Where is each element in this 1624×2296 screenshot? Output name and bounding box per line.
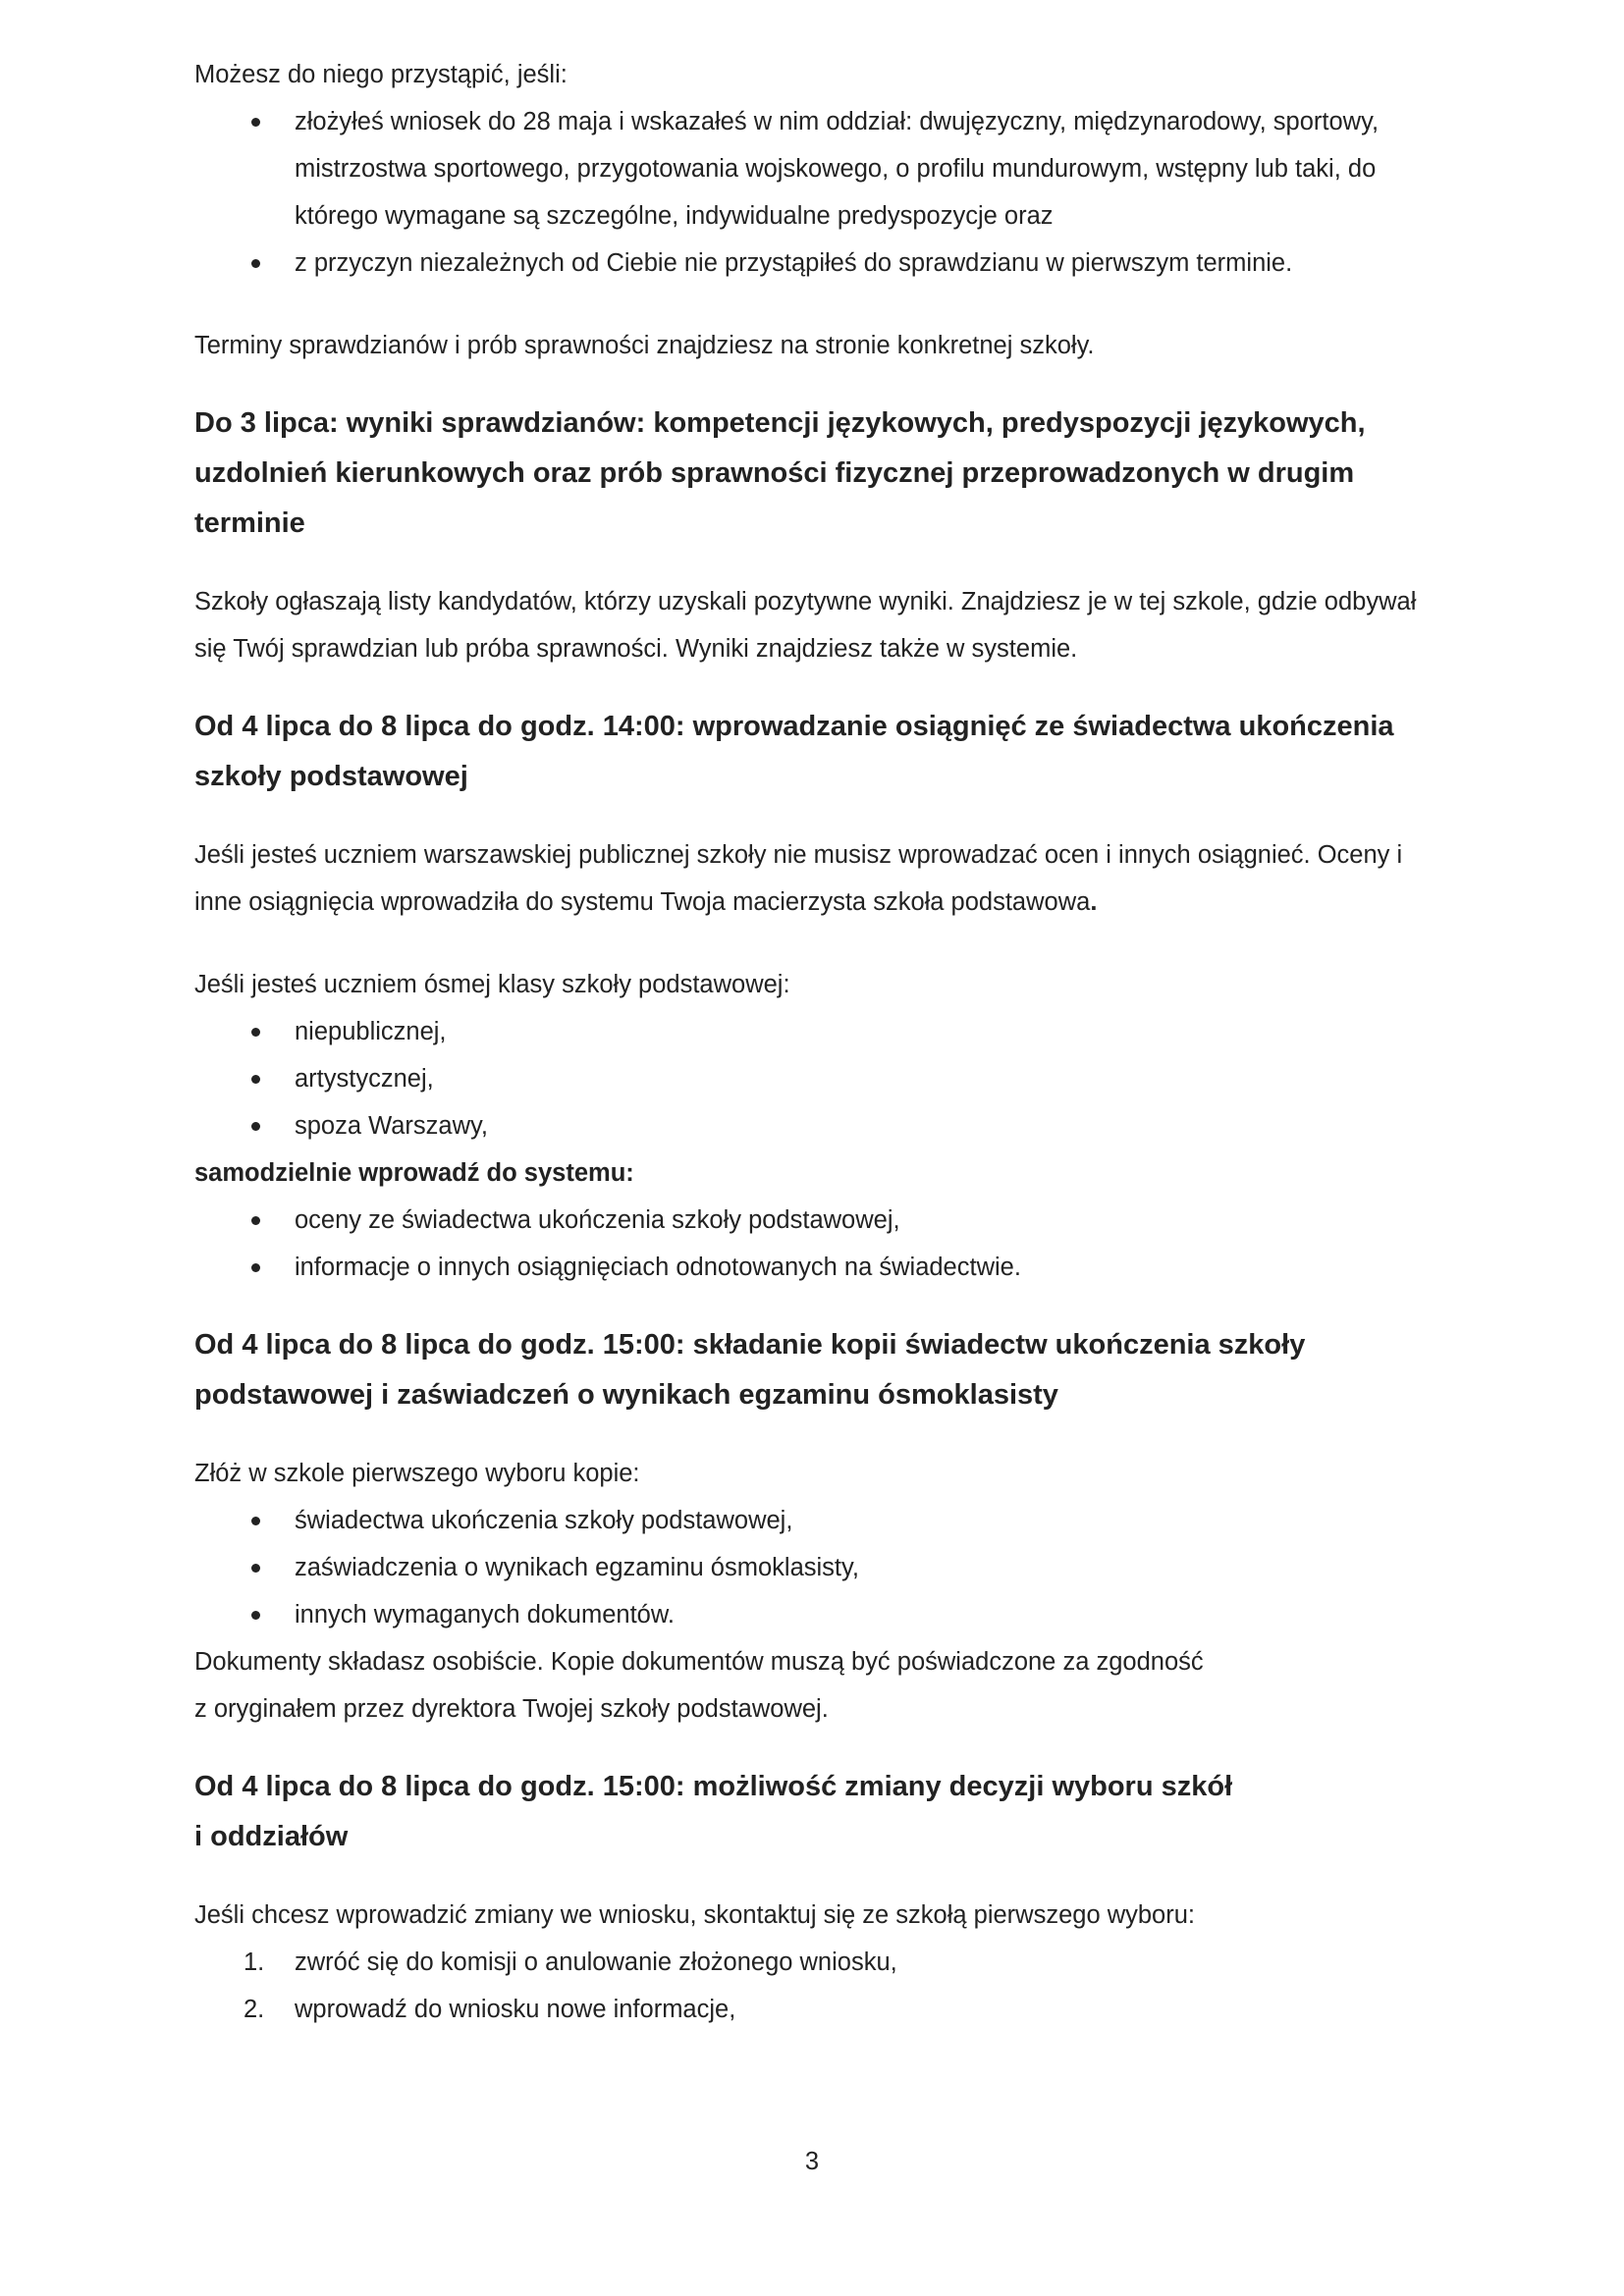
list-item: oceny ze świadectwa ukończenia szkoły podstawowej, [194,1197,1432,1244]
change-steps-list [194,1939,1432,2033]
step-number: 1. [244,1949,265,1976]
list-item: z przyczyn niezależnych od Ciebie nie przystąpiłeś do sprawdzianu w pierwszym terminie. [194,240,1432,287]
section-heading-achievements: Od 4 lipca do 8 lipca do godz. 14:00: wprowadzanie osiągnięć ze świadectwa ukończenia szkoły podstawowej [194,711,1394,792]
list-item: artystycznej, [194,1055,1432,1102]
heading-line: i oddziałów [194,1821,349,1852]
change-intro: Jeśli chcesz wprowadzić zmiany we wniosku, skontaktuj się ze szkołą pierwszego wyboru: [194,1901,1195,1929]
eligibility-intro: Możesz do niego przystąpić, jeśli: [194,61,568,88]
list-item: informacje o innych osiągnięciach odnotowanych na świadectwie. [194,1244,1432,1291]
self-entry-instruction: samodzielnie wprowadź do systemu: [194,1159,634,1187]
step-text: zwróć się do komisji o anulowanie złożonego wniosku, [295,1949,897,1976]
achievements-paragraph-end: . [1090,888,1098,916]
list-item [194,1939,1432,1986]
school-types-list [194,1008,1432,1149]
copies-intro: Złóż w szkole pierwszego wyboru kopie: [194,1460,640,1487]
section-heading-change [194,1762,1432,1862]
results-paragraph: Szkoły ogłaszają listy kandydatów, którzy uzyskali pozytywne wyniki. Znajdziesz je w tej szkole, gdzie odbywał się Twój sprawdzian lub próba sprawności. Wyniki znajdziesz także w systemie. [194,588,1417,663]
list-item: świadectwa ukończenia szkoły podstawowej, [194,1497,1432,1544]
heading-line: Od 4 lipca do 8 lipca do godz. 15:00: możliwość zmiany decyzji wyboru szkół [194,1771,1233,1802]
achievements-paragraph [194,831,1432,926]
copies-note-line2: z oryginałem przez dyrektora Twojej szkoły podstawowej. [194,1695,829,1723]
list-item: innych wymaganych dokumentów. [194,1591,1432,1638]
page-number: 3 [804,2148,820,2175]
document-page [194,51,1432,2033]
section-heading-copies: Od 4 lipca do 8 lipca do godz. 15:00: składanie kopii świadectw ukończenia szkoły podstawowej i zaświadczeń o wynikach egzaminu ósmoklasisty [194,1329,1306,1411]
school-types-intro: Jeśli jesteś uczniem ósmej klasy szkoły podstawowej: [194,971,790,998]
self-entry-list [194,1197,1432,1291]
step-text: wprowadź do wniosku nowe informacje, [295,1996,736,2023]
section-heading-results: Do 3 lipca: wyniki sprawdzianów: kompetencji językowych, predyspozycji językowych, uzdolnień kierunkowych oraz prób sprawności fizycznej przeprowadzonych w drugim terminie [194,407,1366,539]
list-item: niepublicznej, [194,1008,1432,1055]
list-item: zaświadczenia o wynikach egzaminu ósmoklasisty, [194,1544,1432,1591]
achievements-paragraph-text: Jeśli jesteś uczniem warszawskiej publicznej szkoły nie musisz wprowadzać ocen i innych osiągnieć. Oceny i inne osiągnięcia wprowadziła do systemu Twoja macierzysta szkoła podstawowa [194,841,1403,916]
copies-list [194,1497,1432,1638]
terms-note: Terminy sprawdzianów i prób sprawności znajdziesz na stronie konkretnej szkoły. [194,332,1095,359]
list-item: spoza Warszawy, [194,1102,1432,1149]
list-item [194,1986,1432,2033]
eligibility-list [194,98,1432,287]
copies-note-line1: Dokumenty składasz osobiście. Kopie dokumentów muszą być poświadczone za zgodność [194,1648,1204,1676]
step-number: 2. [244,1996,265,2023]
list-item: złożyłeś wniosek do 28 maja i wskazałeś w nim oddział: dwujęzyczny, międzynarodowy, sportowy, mistrzostwa sportowego, przygotowania wojskowego, o profilu mundurowym, wstępny lub taki, do którego wymagane są szczególne, indywidualne predyspozycje oraz [194,98,1432,240]
